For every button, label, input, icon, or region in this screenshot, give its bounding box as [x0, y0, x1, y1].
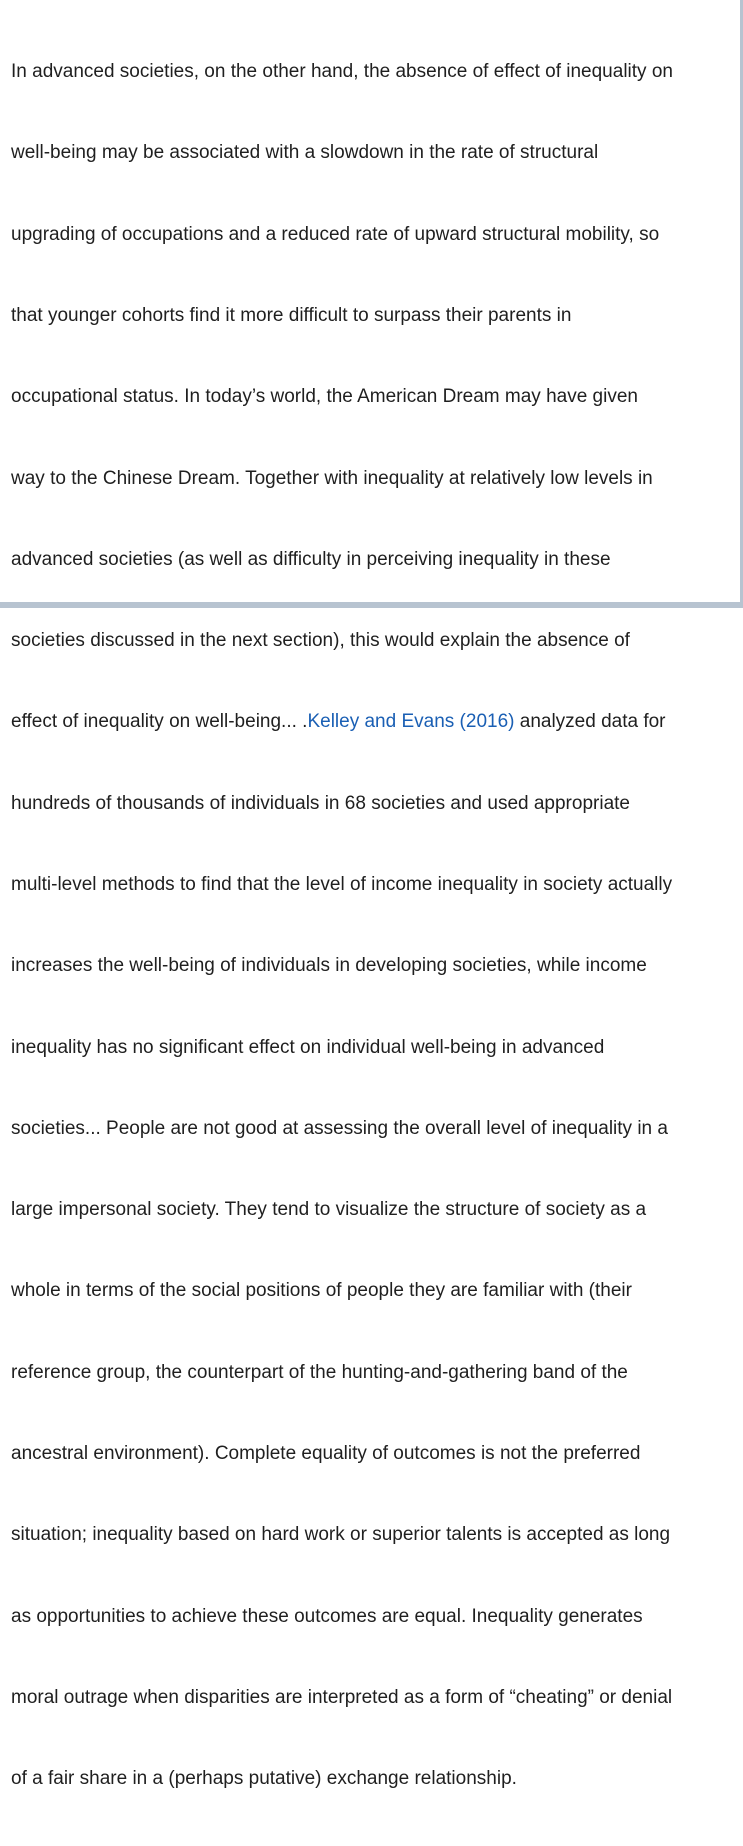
passage-line-11: multi-level methods to find that the level of income inequality in society actually — [11, 874, 673, 895]
passage-line-12: increases the well-being of individuals in developing societies, while income — [11, 955, 647, 977]
passage-line-15: large impersonal society. They tend to visualize the structure of society as a — [11, 1199, 647, 1221]
passage-line-16: whole in terms of the social positions of people they are familiar with (their — [11, 1280, 632, 1302]
passage-line-10: hundreds of thousands of individuals in 68 societies and used appropriate — [11, 792, 630, 814]
passage-line-5: occupational status. In today’s world, the American Dream may have given — [11, 386, 638, 408]
passage-line-4: that younger cohorts find it more difficult to surpass their parents in — [11, 305, 572, 327]
passage-line-21: moral outrage when disparities are interpreted as a form of “cheating” or denial — [11, 1686, 673, 1708]
passage-line-22: of a fair share in a (perhaps putative) exchange relationship. — [11, 1768, 517, 1790]
passage-line-1: In advanced societies, on the other hand, the absence of effect of inequality on — [11, 61, 673, 83]
passage-line-9-tail: analyzed data for — [514, 711, 666, 733]
passage-line-18: ancestral environment). Complete equality of outcomes is not the preferred — [11, 1442, 641, 1464]
passage-line-20: as opportunities to achieve these outcomes are equal. Inequality generates — [11, 1605, 643, 1627]
passage-line-7: advanced societies (as well as difficulty in perceiving inequality in these — [11, 548, 611, 570]
passage-line-6: way to the Chinese Dream. Together with inequality at relatively low levels in — [11, 467, 653, 489]
passage-line-3: upgrading of occupations and a reduced rate of upward structural mobility, so — [11, 223, 660, 245]
passage-line-9-text: effect of inequality on well-being... . — [11, 711, 308, 733]
passage-line-14: societies... People are not good at assessing the overall level of inequality in a — [11, 1117, 668, 1139]
passage-line-2: well-being may be associated with a slowdown in the rate of structural — [11, 142, 599, 164]
passage-line-8: societies discussed in the next section), this would explain the absence of — [11, 630, 630, 652]
passage-line-9 — [11, 708, 739, 735]
passage-line-19: situation; inequality based on hard work or superior talents is accepted as long — [11, 1524, 671, 1546]
passage-line-13: inequality has no significant effect on individual well-being in advanced — [11, 1036, 605, 1058]
kelley-evans-citation-link[interactable]: Kelley and Evans (2016) — [307, 711, 515, 733]
passage-line-17: reference group, the counterpart of the hunting-and-gathering band of the — [11, 1361, 628, 1383]
quoted-passage — [11, 4, 739, 1846]
